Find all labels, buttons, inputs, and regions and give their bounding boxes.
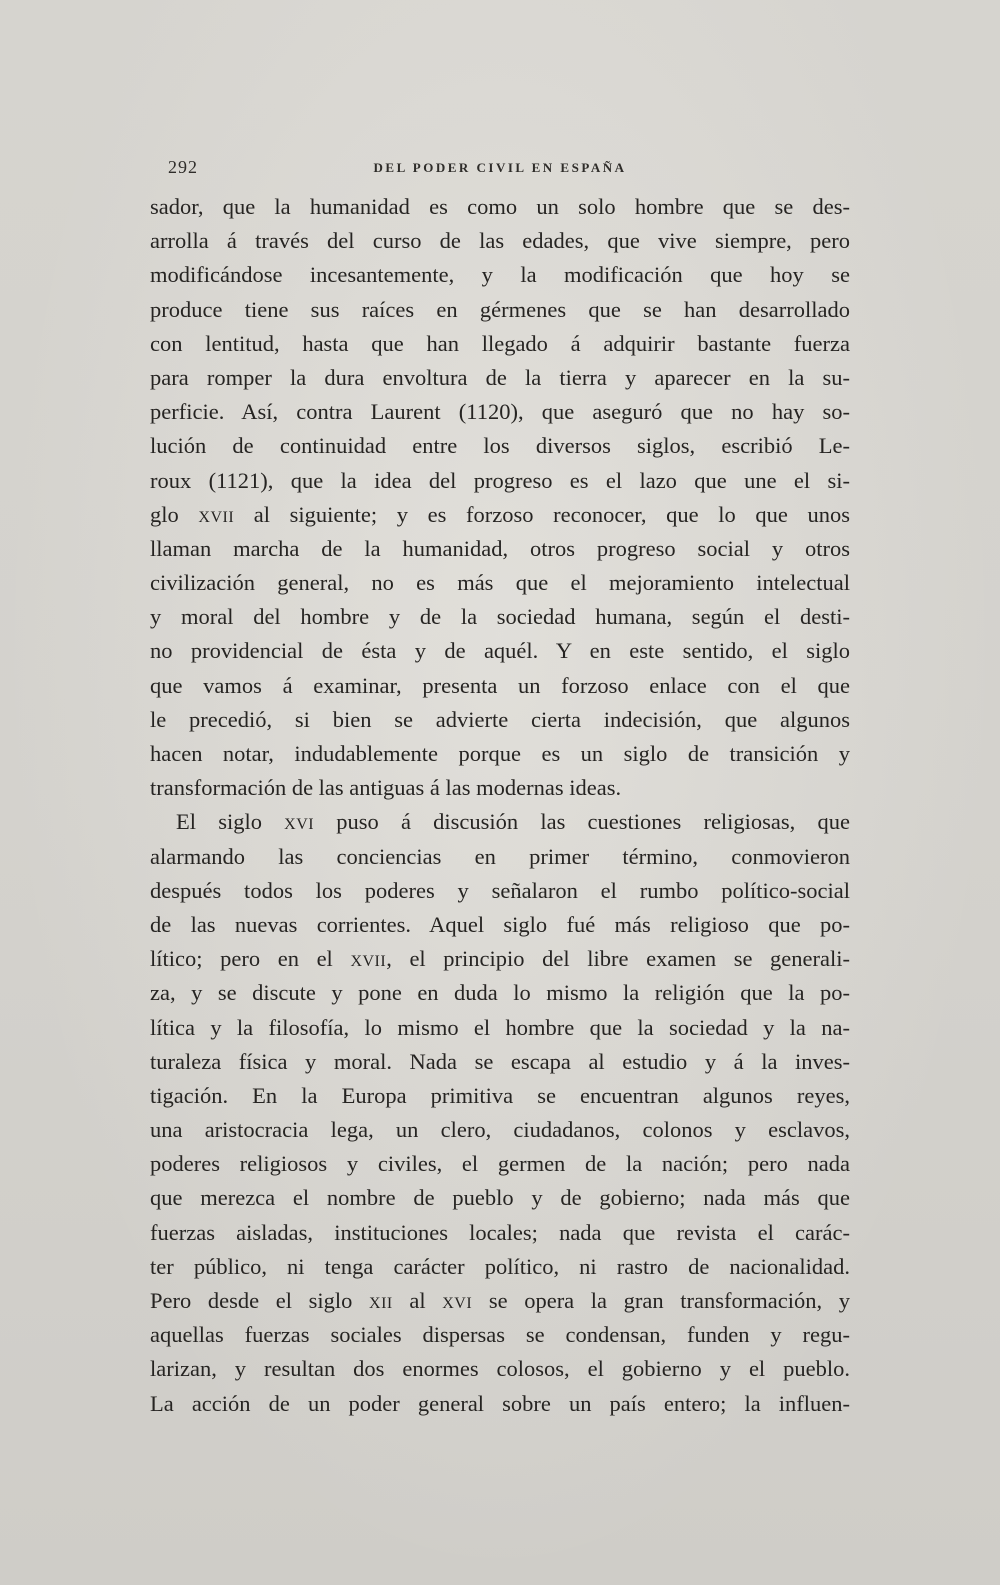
text-line: roux (1121), que la idea del progreso es el lazo que une el si- (150, 467, 850, 493)
text-line: alarmando las conciencias en primer término, conmovieron (150, 843, 850, 869)
paragraph (150, 805, 850, 1420)
text-line: Pero desde el siglo XII al XVI se opera la gran transformación, y (150, 1288, 850, 1313)
text-line: larizan, y resultan dos enormes colosos, el gobierno y el pueblo. (150, 1356, 850, 1382)
text-line: de las nuevas corrientes. Aquel siglo fué más religioso que po- (150, 911, 850, 937)
century-numeral: XVI (284, 816, 315, 834)
text-line: después todos los poderes y señalaron el rumbo político-social (150, 877, 850, 903)
text-line: que merezca el nombre de pueblo y de gobierno; nada más que (150, 1185, 850, 1211)
text-line: arrolla á través del curso de las edades, que vive siempre, pero (150, 228, 850, 254)
text-line: que vamos á examinar, presenta un forzoso enlace con el que (150, 672, 850, 698)
text-line: za, y se discute y pone en duda lo mismo la religión que la po- (150, 980, 850, 1006)
text-line: El siglo XVI puso á discusión las cuestiones religiosas, que (176, 809, 850, 835)
text-line: llaman marcha de la humanidad, otros progreso social y otros (150, 535, 850, 561)
century-numeral: XVI (442, 1295, 473, 1312)
text-line: glo XVII al siguiente; y es forzoso reconocer, que lo que unos (150, 501, 850, 527)
running-head (150, 157, 850, 181)
text-line: turaleza física y moral. Nada se escapa al estudio y á la inves- (150, 1048, 850, 1074)
text-line: transformación de las antiguas á las modernas ideas. (150, 775, 622, 801)
text-line: perficie. Así, contra Laurent (1120), que aseguró que no hay so- (150, 399, 850, 425)
text-line: sador, que la humanidad es como un solo hombre que se des- (150, 194, 850, 219)
page-number: 292 (168, 157, 198, 177)
text-line: lución de continuidad entre los diversos siglos, escribió Le- (150, 433, 850, 459)
text-line: lítica y la filosofía, lo mismo el hombre que la sociedad y la na- (150, 1014, 850, 1040)
text-line: lítico; pero en el XVII, el principio del libre examen se generali- (150, 946, 850, 972)
text-line: no providencial de ésta y de aquél. Y en este sentido, el siglo (150, 638, 850, 664)
text-line: civilización general, no es más que el mejoramiento intelectual (150, 570, 850, 596)
text-line: La acción de un poder general sobre un país entero; la influen- (150, 1390, 850, 1416)
body-text (150, 190, 850, 1421)
text-line: tigación. En la Europa primitiva se encuentran algunos reyes, (150, 1082, 850, 1108)
century-numeral: XII (369, 1295, 393, 1312)
text-line: fuerzas aisladas, instituciones locales; nada que revista el carác- (150, 1219, 850, 1245)
running-head-title: DEL PODER CIVIL EN ESPAÑA (373, 160, 627, 175)
text-line: modificándose incesantemente, y la modificación que hoy se (150, 262, 850, 288)
text-line: para romper la dura envoltura de la tierra y aparecer en la su- (150, 364, 850, 390)
century-numeral: XVII (350, 953, 387, 971)
text-line: produce tiene sus raíces en gérmenes que se han desarrollado (150, 296, 850, 322)
text-line: aquellas fuerzas sociales dispersas se condensan, funden y regu- (150, 1322, 850, 1348)
century-numeral: XVII (198, 508, 235, 526)
text-line: ter público, ni tenga carácter político, ni rastro de nacionalidad. (150, 1253, 850, 1279)
text-line: hacen notar, indudablemente porque es un siglo de transición y (150, 741, 850, 766)
text-line: poderes religiosos y civiles, el germen de la nación; pero nada (150, 1151, 850, 1177)
text-line: y moral del hombre y de la sociedad humana, según el desti- (150, 604, 850, 630)
text-line: con lentitud, hasta que han llegado á adquirir bastante fuerza (150, 330, 850, 356)
paragraph (150, 190, 850, 805)
text-line: le precedió, si bien se advierte cierta indecisión, que algunos (150, 706, 850, 732)
text-line: una aristocracia lega, un clero, ciudadanos, colonos y esclavos, (150, 1117, 850, 1143)
